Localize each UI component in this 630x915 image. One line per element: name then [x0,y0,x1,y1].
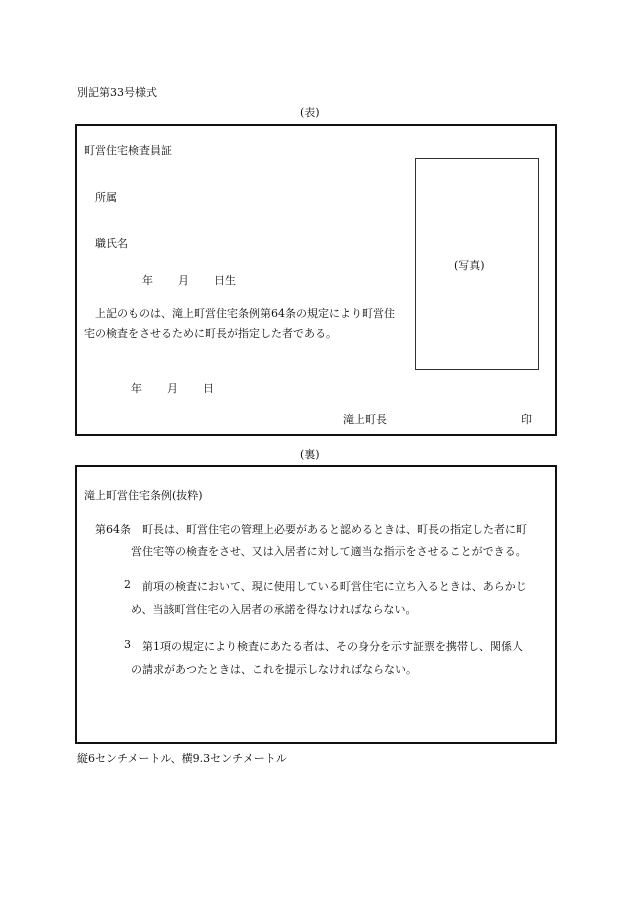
size-note: 縦6センチメートル、横9.3センチメートル [77,752,287,765]
name-label: 職氏名 [95,237,128,250]
issue-month: 月 [167,382,178,395]
front-title: 町営住宅検査員証 [84,144,172,157]
form-label: 別記第33号様式 [77,86,157,99]
issue-year: 年 [131,382,142,395]
statement-line-1: 上記のものは、滝上町営住宅条例第64条の規定により町営住 [95,307,395,320]
clause-3-number: 3 [124,638,131,651]
back-card [75,465,557,744]
affiliation-label: 所属 [95,191,117,204]
back-title: 滝上町営住宅条例(抜粋) [84,489,203,502]
front-card [75,124,557,436]
clause-3-line-2: の請求があつたときは、これを提示しなければならない。 [131,663,417,676]
photo-label: (写真) [454,259,485,272]
back-heading: (裏) [300,448,320,461]
article-line-2: 営住宅等の検査をさせ、又は入居者に対して適当な指示をさせることができる。 [131,545,527,558]
clause-2-line-1: 前項の検査において、現に使用している町営住宅に立ち入るときは、あらかじ [142,580,527,593]
birth-day: 日生 [214,274,236,287]
birth-month: 月 [178,274,189,287]
photo-frame [415,158,539,370]
article-number: 第64条 [95,523,131,536]
clause-2-number: 2 [124,578,131,591]
statement-line-2: 宅の検査をさせるために町長が指定した者である。 [84,327,337,340]
front-heading: (表) [300,106,320,119]
issue-day: 日 [203,382,214,395]
birth-year: 年 [142,274,153,287]
clause-3-line-1: 第1項の規定により検査にあたる者は、その身分を示す証票を携帯し、関係人 [142,640,523,653]
article-line-1: 町長は、町営住宅の管理上必要があると認めるときは、町長の指定した者に町 [142,523,527,536]
clause-2-line-2: め、当該町営住宅の入居者の承諾を得なければならない。 [131,603,417,616]
seal-mark: 印 [521,413,532,426]
issuer-name: 滝上町長 [343,413,387,426]
